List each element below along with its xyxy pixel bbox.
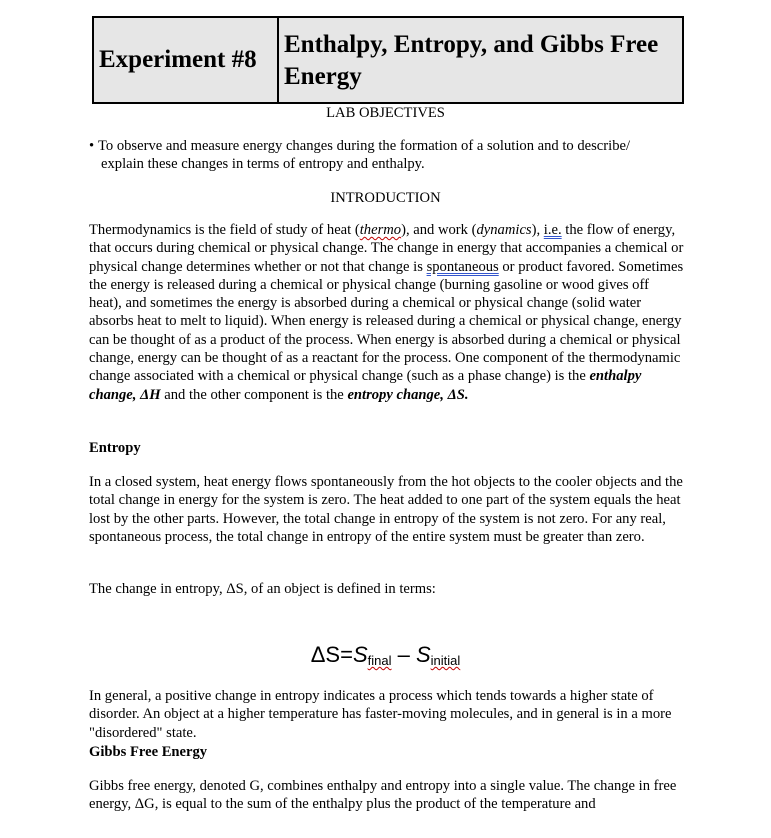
entropy-definition-text: The change in entropy, ΔS, of an object is defined in terms: (89, 581, 436, 597)
entropy-heading (89, 439, 685, 457)
gibbs-heading (89, 743, 685, 761)
equation-sub-final: final (367, 653, 392, 668)
entropy-paragraph: In a closed system, heat energy flows spontaneously from the hot objects to the cooler objects and the total change in energy for the system is zero. The heat added to one part of the system equals the heat lost by the other parts. However, the total change in entropy of the system is not zero. For any real, spontaneous process, the total change in entropy of the entire system must be greater than zero. (89, 474, 683, 545)
intro-text: and the other component is the (160, 386, 348, 403)
introduction-paragraph (89, 221, 685, 404)
experiment-label: Experiment #8 (94, 18, 279, 102)
entropy-equation (0, 640, 771, 676)
lab-objectives-heading: LAB OBJECTIVES (326, 105, 445, 121)
equation-s-initial: S (415, 642, 431, 667)
equation-minus: – (391, 642, 416, 667)
intro-dynamics: dynamics (476, 222, 532, 238)
intro-text: or product favored. Sometimes the energy is released during a chemical or physical change (burning gasoline or wood gives off heat), and sometimes the energy is absorbed during a chemical or physical change (solid water absorbs heat to melt to liquid). When energy is released during a chemical or physical change, energy can be thought of as a product of the process. When energy is absorbed during a chemical or physical change, energy can be thought of as a reactant for the process. One component of the thermodynamic change associated with a chemical or physical change (such as a phase change) is the (89, 258, 684, 385)
equation-equals: = (340, 642, 353, 667)
equation-sub-initial: initial (430, 653, 461, 668)
gibbs-paragraph: Gibbs free energy, denoted G, combines enthalpy and entropy into a single value. The change in free energy, ΔG, is equal to the sum of the enthalpy plus the product of the temperature and (89, 778, 677, 813)
intro-thermo: thermo (359, 222, 402, 238)
bullet-icon: • (89, 138, 95, 154)
entropy-paragraph-2: In general, a positive change in entropy indicates a process which tends towards a higher state of disorder. An object at a higher temperature has faster-moving molecules, and in general is in a more "disordered" state. (89, 688, 672, 741)
intro-spontaneous: spontaneous (426, 258, 499, 275)
intro-text: Thermodynamics is the field of study of heat ( (89, 222, 360, 238)
list-item (89, 137, 685, 155)
intro-text: ), and work ( (401, 222, 477, 238)
gibbs-heading-text: Gibbs Free Energy (89, 744, 208, 760)
intro-text: the flow of energy, that occurs during chemical or physical change. The change in energy that accompanies a chemical or physical change determines whether or not that change is (89, 222, 684, 275)
objective-line-2: explain these changes in terms of entropy and enthalpy. (101, 156, 425, 173)
intro-ie: i.e. (543, 222, 562, 238)
intro-enthalpy-term: enthalpy change, ΔH (89, 368, 642, 403)
objective-line-1: To observe and measure energy changes during the formation of a solution and to describe/ (98, 138, 631, 154)
objectives-list (89, 137, 685, 174)
experiment-title: Enthalpy, Entropy, and Gibbs Free Energy (284, 31, 659, 90)
intro-entropy-term: entropy change, ΔS. (347, 386, 469, 403)
introduction-heading: INTRODUCTION (330, 190, 441, 206)
equation-s-final: S (352, 642, 368, 667)
equation-lhs: ΔS (310, 642, 341, 667)
entropy-heading-text: Entropy (89, 440, 141, 456)
experiment-header-table (92, 16, 684, 104)
intro-text: ), (531, 222, 544, 238)
